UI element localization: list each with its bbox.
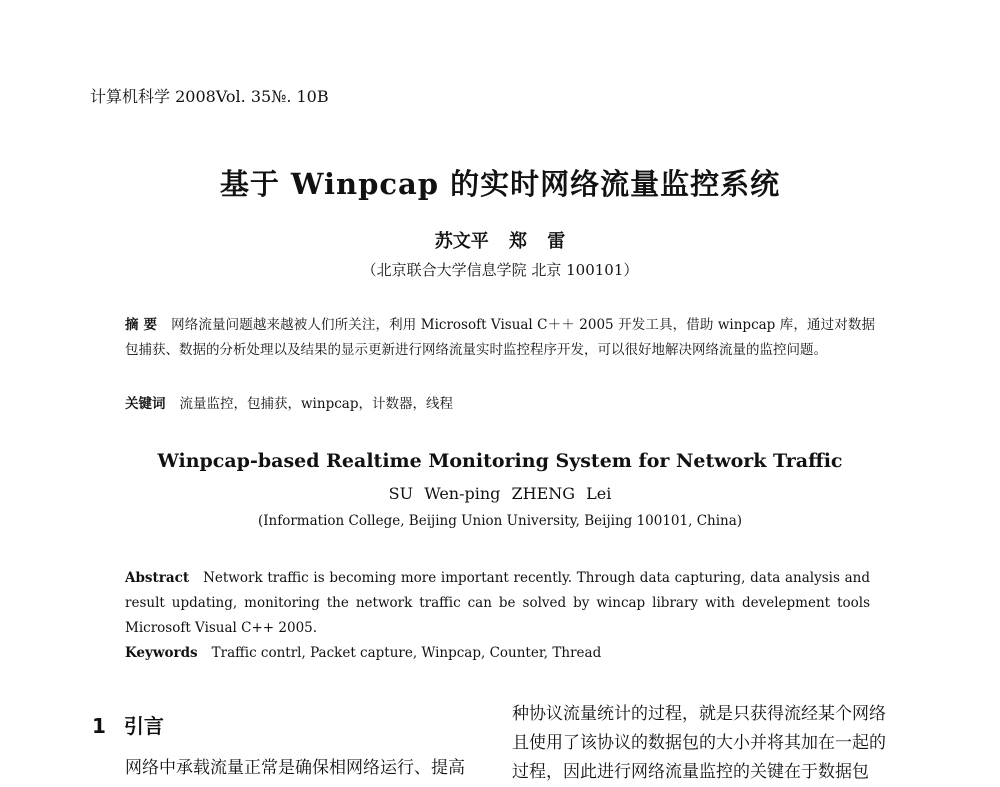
abstract-cn-label: 摘 要: [125, 317, 158, 333]
section-title: 引言: [123, 714, 164, 738]
paper-title-cn: 基于 Winpcap 的实时网络流量监控系统: [219, 167, 781, 201]
body-left-line: 网络中承载流量正常是确保相网络运行、提高: [125, 758, 465, 778]
affiliation-cn: （北京联合大学信息学院 北京 100101）: [361, 261, 639, 279]
keywords-cn: [125, 392, 453, 412]
keywords-en-text: Traffic contrl, Packet capture, Winpcap, Counter, Thread: [211, 645, 602, 661]
body-right-column: [512, 700, 907, 787]
keywords-en: [125, 645, 601, 661]
affiliation-en: (Information College, Beijing Union University, Beijing 100101, China): [257, 513, 743, 529]
paper-title-en: Winpcap-based Realtime Monitoring System for Network Traffic: [157, 450, 843, 472]
authors-en: SU Wen-ping ZHENG Lei: [388, 484, 612, 503]
abstract-en-label: Abstract: [125, 570, 190, 586]
keywords-cn-text: 流量监控，包捕获，winpcap，计数器，线程: [179, 396, 453, 412]
body-right-line: 且使用了该协议的数据包的大小并将其加在一起的: [512, 733, 886, 753]
journal-header: 计算机科学 2008Vol. 35№. 10B: [90, 87, 329, 106]
section-heading: [92, 710, 164, 739]
keywords-en-label: Keywords: [125, 645, 198, 661]
abstract-en: [125, 566, 870, 641]
body-right-line: 种协议流量统计的过程，就是只获得流经某个网络: [512, 704, 886, 724]
body-right-line: 过程，因此进行网络流量监控的关键在于数据包: [512, 762, 869, 782]
abstract-cn-text: 网络流量问题越来越被人们所关注，利用 Microsoft Visual C＋＋ 2005 开发工具，借助 winpcap 库，通过对数据包捕获、数据的分析处理以及结果的显示更新进行网络流量实时监控程序开发，可以很好地解决网络流量的监控问题。: [125, 317, 875, 358]
abstract-en-text: Network traffic is becoming more important recently. Through data capturing, data analysis and result updating, monitoring the network traffic can be solved by wincap library with develepment tools Microsoft Visual C++ 2005.: [125, 570, 870, 636]
section-number: 1: [92, 714, 106, 738]
keywords-cn-label: 关键词: [125, 396, 166, 412]
abstract-cn: [125, 313, 875, 363]
authors-cn: 苏文平 郑 雷: [434, 231, 566, 252]
